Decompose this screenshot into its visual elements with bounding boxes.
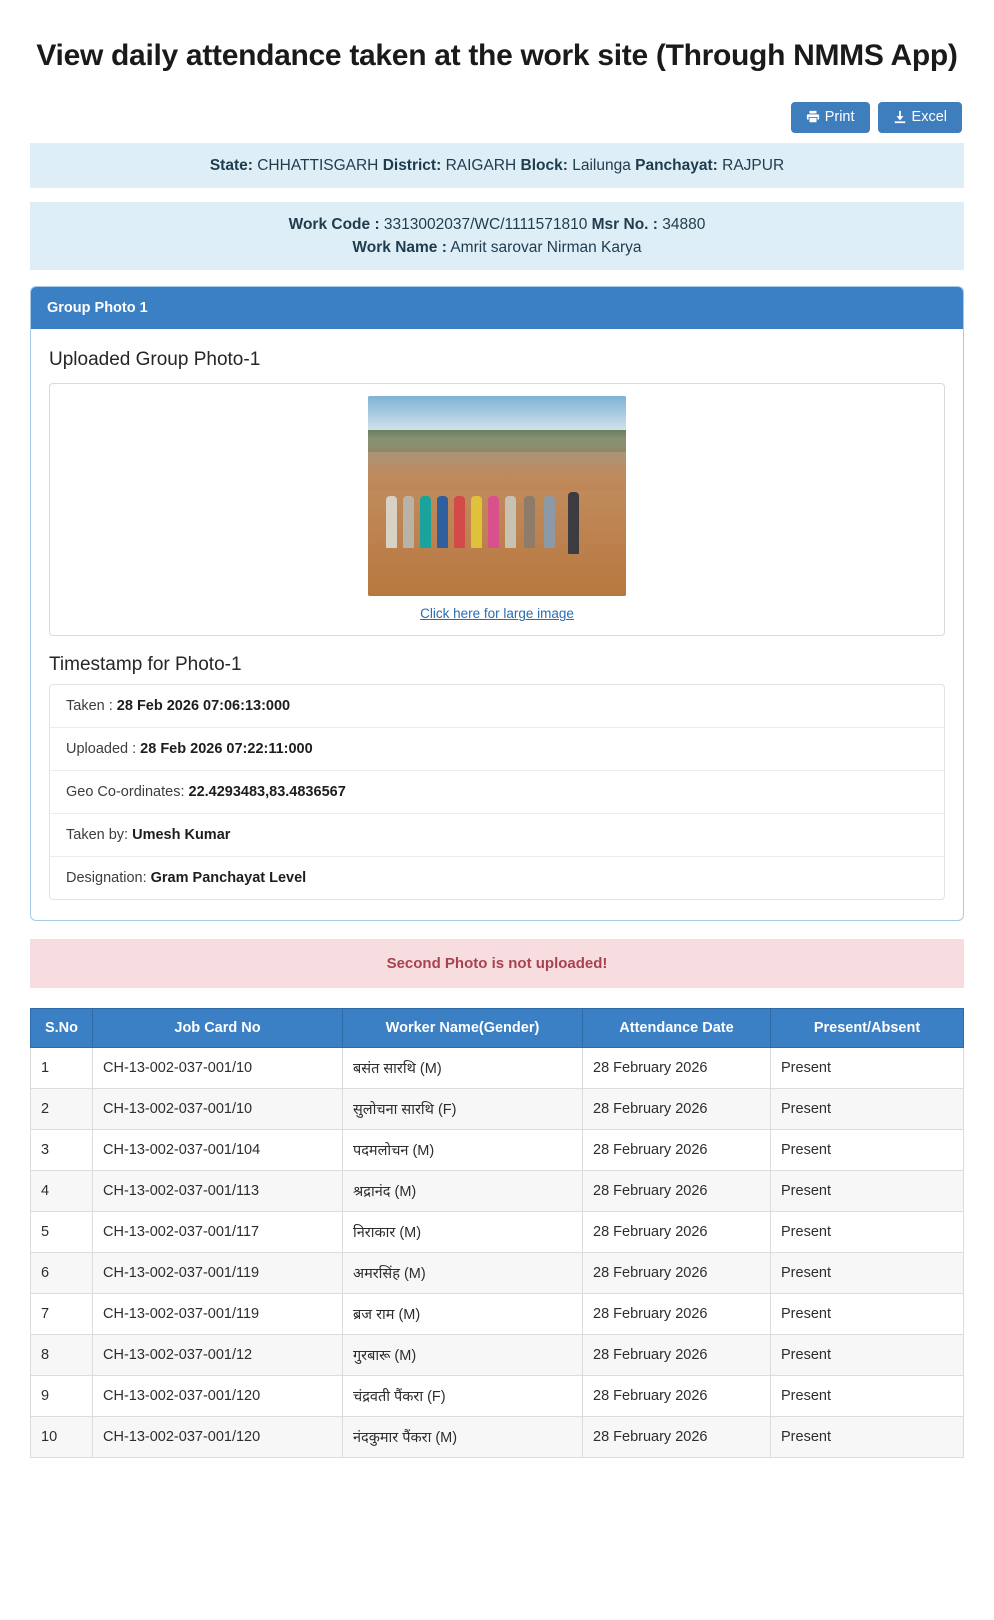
cell-sno: 10 <box>31 1417 93 1458</box>
cell-sno: 2 <box>31 1089 93 1130</box>
cell-status: Present <box>771 1417 964 1458</box>
column-job-card-no: Job Card No <box>93 1009 343 1048</box>
cell-status: Present <box>771 1335 964 1376</box>
cell-sno: 4 <box>31 1171 93 1212</box>
photo-person <box>386 496 397 548</box>
cell-job-card: CH-13-002-037-001/120 <box>93 1417 343 1458</box>
cell-status: Present <box>771 1212 964 1253</box>
table-row <box>31 1294 964 1335</box>
taken-value: 28 Feb 2026 07:06:13:000 <box>116 698 291 715</box>
photo-person <box>403 496 414 548</box>
timestamp-row-geo <box>50 771 944 814</box>
msr-value: 34880 <box>662 215 706 233</box>
cell-status: Present <box>771 1294 964 1335</box>
msr-label: Msr No. : <box>591 215 658 233</box>
cell-attendance-date: 28 February 2026 <box>583 1048 771 1089</box>
timestamp-list <box>49 684 945 900</box>
cell-attendance-date: 28 February 2026 <box>583 1089 771 1130</box>
table-row <box>31 1376 964 1417</box>
cell-worker-name: श्रद्रानंद (M) <box>343 1171 583 1212</box>
panchayat-value: RAJPUR <box>722 156 785 174</box>
photo-frame <box>49 383 945 636</box>
cell-worker-name: पदमलोचन (M) <box>343 1130 583 1171</box>
geo-value: 22.4293483,83.4836567 <box>188 784 346 801</box>
designation-value: Gram Panchayat Level <box>150 870 307 887</box>
cell-sno: 6 <box>31 1253 93 1294</box>
printer-icon <box>806 110 820 124</box>
page-title: View daily attendance taken at the work site (Through NMMS App) <box>36 39 958 73</box>
photo-person <box>454 496 465 548</box>
table-row <box>31 1335 964 1376</box>
cell-attendance-date: 28 February 2026 <box>583 1253 771 1294</box>
cell-job-card: CH-13-002-037-001/12 <box>93 1335 343 1376</box>
cell-worker-name: चंद्रवती पैंकरा (F) <box>343 1376 583 1417</box>
toolbar <box>30 98 964 143</box>
uploaded-label: Uploaded : <box>66 741 141 758</box>
photo-person <box>544 496 555 548</box>
taken-label: Taken : <box>66 698 117 715</box>
uploaded-photo-title: Uploaded Group Photo-1 <box>49 349 261 371</box>
timestamp-row-designation <box>50 857 944 899</box>
block-label: Block: <box>520 156 568 174</box>
cell-attendance-date: 28 February 2026 <box>583 1171 771 1212</box>
table-row <box>31 1171 964 1212</box>
cell-attendance-date: 28 February 2026 <box>583 1294 771 1335</box>
timestamp-row-uploaded <box>50 728 944 771</box>
uploaded-value: 28 Feb 2026 07:22:11:000 <box>140 741 313 758</box>
cell-job-card: CH-13-002-037-001/10 <box>93 1089 343 1130</box>
cell-job-card: CH-13-002-037-001/120 <box>93 1376 343 1417</box>
table-row <box>31 1130 964 1171</box>
download-icon <box>893 110 907 124</box>
cell-status: Present <box>771 1089 964 1130</box>
taken-by-value: Umesh Kumar <box>132 827 231 844</box>
page-root <box>0 20 994 1458</box>
photo-person <box>524 496 535 548</box>
cell-attendance-date: 28 February 2026 <box>583 1212 771 1253</box>
work-bar-line-2 <box>40 236 954 259</box>
photo-person <box>568 492 579 554</box>
photo-person <box>420 496 431 548</box>
timestamp-title: Timestamp for Photo-1 <box>49 654 242 676</box>
district-label: District: <box>382 156 442 174</box>
cell-sno: 7 <box>31 1294 93 1335</box>
cell-status: Present <box>771 1130 964 1171</box>
cell-attendance-date: 28 February 2026 <box>583 1417 771 1458</box>
column-worker-name: Worker Name(Gender) <box>343 1009 583 1048</box>
timestamp-row-takenby <box>50 814 944 857</box>
group-photo-card-title: Group Photo 1 <box>31 287 963 329</box>
attendance-table <box>30 1008 964 1458</box>
cell-attendance-date: 28 February 2026 <box>583 1130 771 1171</box>
panchayat-label: Panchayat: <box>635 156 718 174</box>
state-value: CHHATTISGARH <box>257 156 379 174</box>
cell-sno: 9 <box>31 1376 93 1417</box>
print-button[interactable] <box>791 102 870 133</box>
cell-sno: 1 <box>31 1048 93 1089</box>
column-sno: S.No <box>31 1009 93 1048</box>
work-bar <box>30 202 964 271</box>
group-photo-card <box>30 286 964 921</box>
table-header-row <box>31 1009 964 1048</box>
photo-person <box>471 496 482 548</box>
work-name-value: Amrit sarovar Nirman Karya <box>450 239 642 257</box>
work-bar-line-1 <box>40 213 954 236</box>
location-bar <box>30 143 964 188</box>
attendance-table-body <box>31 1048 964 1458</box>
cell-job-card: CH-13-002-037-001/104 <box>93 1130 343 1171</box>
cell-worker-name: निराकार (M) <box>343 1212 583 1253</box>
cell-job-card: CH-13-002-037-001/113 <box>93 1171 343 1212</box>
cell-attendance-date: 28 February 2026 <box>583 1335 771 1376</box>
district-value: RAIGARH <box>445 156 517 174</box>
taken-by-label: Taken by: <box>66 827 133 844</box>
cell-worker-name: अमरसिंह (M) <box>343 1253 583 1294</box>
cell-sno: 5 <box>31 1212 93 1253</box>
group-photo-image[interactable] <box>368 396 626 596</box>
work-code-label: Work Code : <box>288 215 380 233</box>
block-value: Lailunga <box>572 156 631 174</box>
group-photo-card-body <box>31 329 963 920</box>
cell-worker-name: ब्रज राम (M) <box>343 1294 583 1335</box>
cell-status: Present <box>771 1376 964 1417</box>
column-attendance-date: Attendance Date <box>583 1009 771 1048</box>
excel-button-label: Excel <box>911 109 947 126</box>
photo-person <box>488 496 499 548</box>
table-row <box>31 1417 964 1458</box>
cell-attendance-date: 28 February 2026 <box>583 1376 771 1417</box>
cell-status: Present <box>771 1048 964 1089</box>
work-code-value: 3313002037/WC/1111571810 <box>383 215 588 233</box>
cell-worker-name: बसंत सारथि (M) <box>343 1048 583 1089</box>
photo-person <box>437 496 448 548</box>
table-row <box>31 1048 964 1089</box>
cell-status: Present <box>771 1171 964 1212</box>
cell-job-card: CH-13-002-037-001/119 <box>93 1294 343 1335</box>
print-button-label: Print <box>824 109 855 126</box>
table-row <box>31 1089 964 1130</box>
cell-status: Present <box>771 1253 964 1294</box>
cell-sno: 8 <box>31 1335 93 1376</box>
large-image-link[interactable]: Click here for large image <box>420 606 574 622</box>
cell-worker-name: सुलोचना सारथि (F) <box>343 1089 583 1130</box>
table-row <box>31 1212 964 1253</box>
cell-job-card: CH-13-002-037-001/117 <box>93 1212 343 1253</box>
attendance-table-head <box>31 1009 964 1048</box>
cell-worker-name: गुरबारू (M) <box>343 1335 583 1376</box>
work-name-label: Work Name : <box>352 239 447 257</box>
second-photo-alert: Second Photo is not uploaded! <box>30 939 964 988</box>
cell-job-card: CH-13-002-037-001/10 <box>93 1048 343 1089</box>
cell-worker-name: नंदकुमार पैंकरा (M) <box>343 1417 583 1458</box>
state-label: State: <box>209 156 253 174</box>
excel-button[interactable] <box>878 102 962 133</box>
geo-label: Geo Co-ordinates: <box>66 784 189 801</box>
column-present-absent: Present/Absent <box>771 1009 964 1048</box>
cell-job-card: CH-13-002-037-001/119 <box>93 1253 343 1294</box>
designation-label: Designation: <box>66 870 151 887</box>
cell-sno: 3 <box>31 1130 93 1171</box>
table-row <box>31 1253 964 1294</box>
photo-person <box>505 496 516 548</box>
timestamp-row-taken <box>50 685 944 728</box>
photo-treeline <box>368 430 626 452</box>
